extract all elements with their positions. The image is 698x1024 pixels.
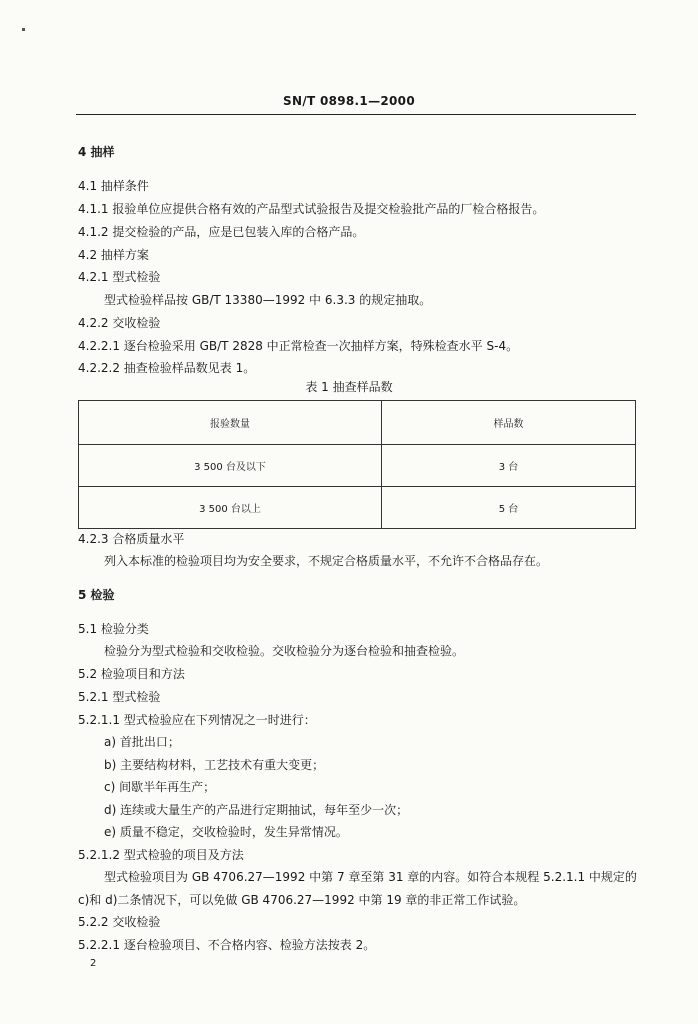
clause-4-2-2-1: 4.2.2.1 逐台检验采用 GB/T 2828 中正常检查一次抽样方案，特殊检查水平 S-4。 [78, 339, 519, 353]
table-cell: 3 500 台及以下 [79, 445, 382, 487]
clause-4-1-1: 4.1.1 报验单位应提供合格有效的产品型式试验报告及提交检验批产品的厂检合格报告。 [78, 202, 545, 216]
clause-5-2-2-1: 5.2.2.1 逐台检验项目、不合格内容、检验方法按表 2。 [78, 938, 376, 952]
list-item: b) 主要结构材料，工艺技术有重大变更； [104, 758, 325, 772]
clause-5-1: 5.1 检验分类 [78, 622, 149, 636]
page-number: 2 [90, 958, 97, 969]
standard-number-header: SN/T 0898.1—2000 [283, 94, 415, 108]
list-item: c) 间歇半年再生产； [104, 780, 216, 794]
clause-5-2-1-1: 5.2.1.1 型式检验应在下列情况之一时进行： [78, 713, 316, 727]
clause-4-2-1: 4.2.1 型式检验 [78, 270, 161, 284]
clause-4-1-2: 4.1.2 提交检验的产品，应是已包装入库的合格产品。 [78, 225, 365, 239]
clause-4-2-3: 4.2.3 合格质量水平 [78, 532, 185, 546]
table-1-caption: 表 1 抽查样品数 [305, 380, 393, 394]
table-row [79, 445, 636, 487]
clause-4-2-3-text: 列入本标准的检验项目均为安全要求，不规定合格质量水平，不允许不合格品存在。 [104, 554, 549, 568]
clause-4-2: 4.2 抽样方案 [78, 248, 149, 262]
clause-4-2-1-text: 型式检验样品按 GB/T 13380—1992 中 6.3.3 的规定抽取。 [104, 293, 432, 307]
table-header-row [79, 401, 636, 445]
clause-5-2-1-2-text-2: c)和 d)二条情况下，可以免做 GB 4706.27—1992 中第 19 章的非正常工作试验。 [78, 893, 526, 907]
table-cell: 3 500 台以上 [79, 487, 382, 529]
clause-4-2-2-2: 4.2.2.2 抽查检验样品数见表 1。 [78, 361, 256, 375]
clause-5-2-1-2: 5.2.1.2 型式检验的项目及方法 [78, 848, 244, 862]
list-item: d) 连续或大量生产的产品进行定期抽试，每年至少一次； [104, 803, 409, 817]
table-header-samples: 样品数 [382, 401, 636, 445]
clause-4-2-2: 4.2.2 交收检验 [78, 316, 161, 330]
header-rule [76, 114, 636, 115]
section-4-title: 4 抽样 [78, 145, 115, 159]
clause-5-2-1-2-text-1: 型式检验项目为 GB 4706.27—1992 中第 7 章至第 31 章的内容。如符合本规程 5.2.1.1 中规定的 [104, 870, 637, 884]
table-cell: 3 台 [382, 445, 636, 487]
table-1-sample-size [78, 400, 636, 529]
clause-4-1: 4.1 抽样条件 [78, 179, 149, 193]
section-5-title: 5 检验 [78, 588, 115, 602]
table-header-quantity: 报验数量 [79, 401, 382, 445]
clause-5-1-text: 检验分为型式检验和交收检验。交收检验分为逐台检验和抽查检验。 [104, 644, 465, 658]
clause-5-2-1: 5.2.1 型式检验 [78, 690, 161, 704]
scan-mark [22, 28, 25, 31]
list-item: a) 首批出口； [104, 735, 180, 749]
clause-5-2-2: 5.2.2 交收检验 [78, 915, 161, 929]
list-item: e) 质量不稳定，交收检验时，发生异常情况。 [104, 825, 348, 839]
clause-5-2: 5.2 检验项目和方法 [78, 667, 185, 681]
table-cell: 5 台 [382, 487, 636, 529]
table-row [79, 487, 636, 529]
